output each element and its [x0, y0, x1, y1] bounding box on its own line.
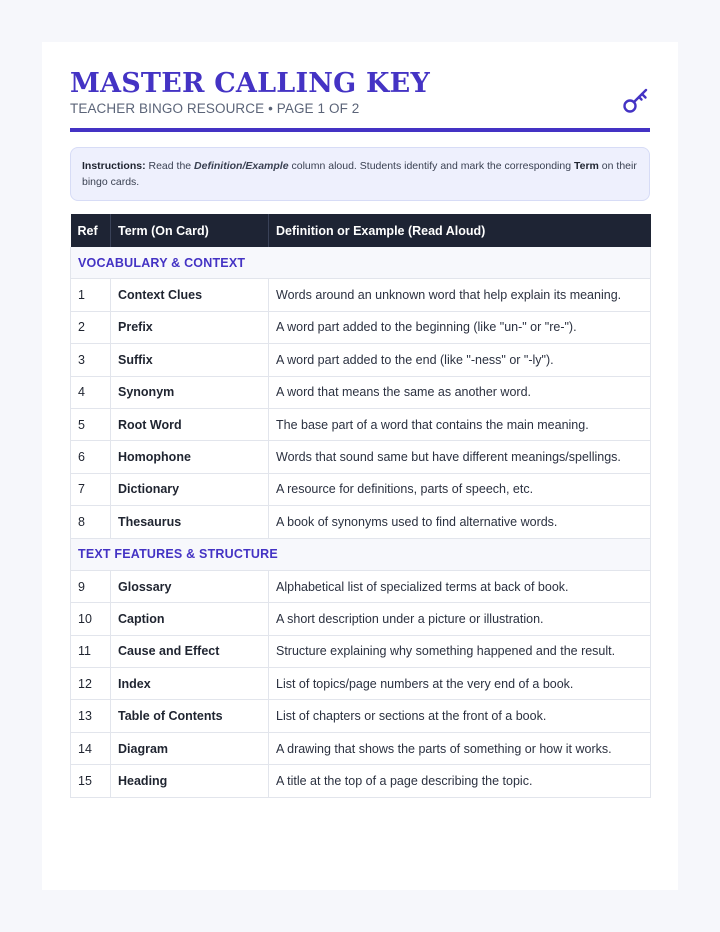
ref-cell: 3	[71, 344, 111, 376]
section-row	[71, 538, 651, 570]
column-header-ref: Ref	[71, 214, 111, 247]
definition-cell: A book of synonyms used to find alternative words.	[269, 506, 651, 538]
ref-cell: 10	[71, 603, 111, 635]
definition-cell: A word part added to the beginning (like "un-" or "re-").	[269, 311, 651, 343]
ref-cell: 5	[71, 408, 111, 440]
table-row	[71, 732, 651, 764]
definition-cell: List of topics/page numbers at the very end of a book.	[269, 668, 651, 700]
table-row	[71, 473, 651, 505]
term-cell: Heading	[111, 765, 269, 797]
table-header	[71, 214, 651, 247]
term-cell: Glossary	[111, 570, 269, 602]
instructions-emphasis: Definition/Example	[194, 160, 289, 172]
section-row	[71, 247, 651, 279]
term-cell: Homophone	[111, 441, 269, 473]
ref-cell: 9	[71, 570, 111, 602]
term-cell: Suffix	[111, 344, 269, 376]
table-row	[71, 506, 651, 538]
table-row	[71, 603, 651, 635]
term-cell: Context Clues	[111, 279, 269, 311]
page-title: MASTER CALLING KEY	[70, 68, 430, 99]
ref-cell: 8	[71, 506, 111, 538]
term-cell: Diagram	[111, 732, 269, 764]
table-body	[71, 247, 651, 797]
definition-cell: A title at the top of a page describing the topic.	[269, 765, 651, 797]
table-row	[71, 441, 651, 473]
table-row	[71, 376, 651, 408]
term-cell: Index	[111, 668, 269, 700]
column-header-term: Term (On Card)	[111, 214, 269, 247]
definition-cell: A short description under a picture or illustration.	[269, 603, 651, 635]
definition-cell: Structure explaining why something happened and the result.	[269, 635, 651, 667]
instructions-text-1: Read the	[145, 160, 195, 172]
ref-cell: 11	[71, 635, 111, 667]
table-row	[71, 408, 651, 440]
table-row	[71, 635, 651, 667]
instructions-label: Instructions:	[82, 160, 146, 172]
term-cell: Dictionary	[111, 473, 269, 505]
key-icon	[622, 86, 650, 114]
ref-cell: 13	[71, 700, 111, 732]
instructions-text-2: column aloud. Students identify and mark the corresponding	[288, 160, 574, 172]
term-cell: Synonym	[111, 376, 269, 408]
definition-cell: A word part added to the end (like "-ness" or "-ly").	[269, 344, 651, 376]
ref-cell: 14	[71, 732, 111, 764]
term-cell: Table of Contents	[111, 700, 269, 732]
definition-cell: The base part of a word that contains the main meaning.	[269, 408, 651, 440]
section-title: VOCABULARY & CONTEXT	[71, 247, 651, 279]
section-title: TEXT FEATURES & STRUCTURE	[71, 538, 651, 570]
ref-cell: 15	[71, 765, 111, 797]
page-subtitle: TEACHER BINGO RESOURCE • PAGE 1 OF 2	[70, 101, 360, 116]
table-row	[71, 311, 651, 343]
table-row	[71, 765, 651, 797]
term-cell: Prefix	[111, 311, 269, 343]
document-page	[42, 42, 678, 890]
ref-cell: 1	[71, 279, 111, 311]
table-row	[71, 344, 651, 376]
column-header-definition: Definition or Example (Read Aloud)	[269, 214, 651, 247]
definition-cell: A drawing that shows the parts of something or how it works.	[269, 732, 651, 764]
table-row	[71, 279, 651, 311]
ref-cell: 4	[71, 376, 111, 408]
term-cell: Thesaurus	[111, 506, 269, 538]
page-header	[70, 68, 650, 134]
definition-cell: A word that means the same as another word.	[269, 376, 651, 408]
ref-cell: 12	[71, 668, 111, 700]
instructions-term-word: Term	[573, 160, 599, 172]
table-row	[71, 570, 651, 602]
instructions-box	[70, 147, 650, 201]
definition-cell: Words that sound same but have different meanings/spellings.	[269, 441, 651, 473]
definition-cell: Alphabetical list of specialized terms at back of book.	[269, 570, 651, 602]
calling-key-table	[70, 214, 651, 798]
definition-cell: Words around an unknown word that help explain its meaning.	[269, 279, 651, 311]
table-row	[71, 668, 651, 700]
definition-cell: A resource for definitions, parts of speech, etc.	[269, 473, 651, 505]
term-cell: Caption	[111, 603, 269, 635]
instructions-text-3: on their bingo cards.	[82, 160, 637, 188]
ref-cell: 6	[71, 441, 111, 473]
ref-cell: 2	[71, 311, 111, 343]
term-cell: Root Word	[111, 408, 269, 440]
ref-cell: 7	[71, 473, 111, 505]
header-divider	[70, 128, 650, 132]
term-cell: Cause and Effect	[111, 635, 269, 667]
definition-cell: List of chapters or sections at the front of a book.	[269, 700, 651, 732]
table-row	[71, 700, 651, 732]
